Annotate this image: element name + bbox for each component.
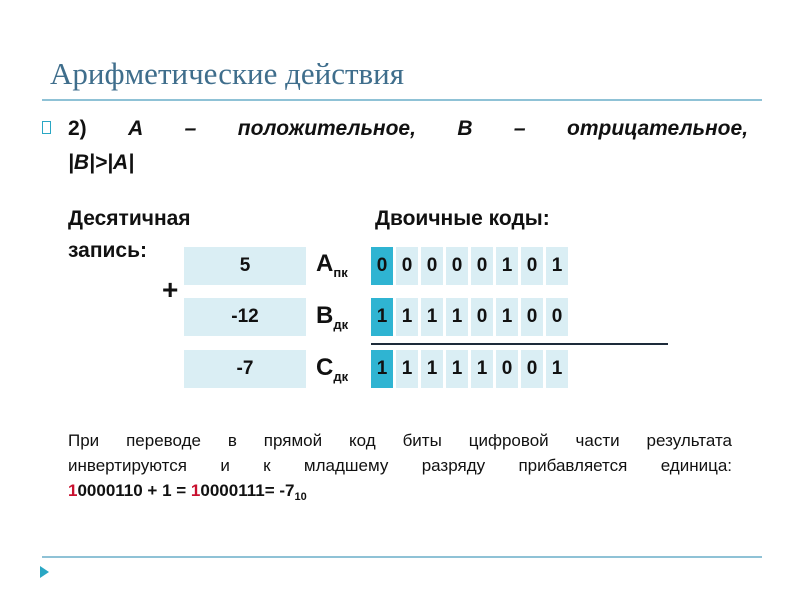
register-a <box>316 250 348 280</box>
bullet-square-icon <box>42 121 51 134</box>
bits-row-a <box>371 247 568 285</box>
heading-b-text: отрицательное, <box>567 117 749 140</box>
heading-line-1 <box>68 112 748 145</box>
bit-cell: 1 <box>421 350 443 388</box>
bit-cell: 1 <box>446 298 468 336</box>
eq-subscript: 10 <box>294 491 307 503</box>
register-c-letter: C <box>316 354 334 381</box>
bit-cell: 0 <box>521 298 543 336</box>
heading-a-text: положительное, <box>237 117 416 140</box>
bit-cell: 0 <box>396 247 418 285</box>
note-equation <box>68 478 732 510</box>
heading-condition: |B|>|A| <box>68 151 135 174</box>
bit-cell: 1 <box>396 298 418 336</box>
heading-b-letter: B <box>457 117 473 140</box>
explanation-note <box>68 428 732 510</box>
binary-label: Двоичные коды: <box>375 207 550 230</box>
decimal-value-c: -7 <box>184 350 306 388</box>
bit-cell: 0 <box>496 350 518 388</box>
register-a-letter: A <box>316 250 334 277</box>
heading-dash-1: – <box>184 117 197 140</box>
bit-cell: 1 <box>546 350 568 388</box>
sum-underline <box>371 343 668 345</box>
eq-red-digit-2: 1 <box>190 481 201 500</box>
heading-a-letter: A <box>128 117 144 140</box>
bits-row-c <box>371 350 568 388</box>
register-b-letter: B <box>316 302 334 329</box>
decimal-label-line2: запись: <box>68 239 148 262</box>
bit-cell: 1 <box>496 247 518 285</box>
heading-number: 2) <box>68 117 87 140</box>
bit-cell: 0 <box>371 247 393 285</box>
register-a-sub: пк <box>333 265 348 280</box>
heading-dash-2: – <box>513 117 526 140</box>
register-b <box>316 302 348 332</box>
next-slide-arrow-icon[interactable] <box>40 566 49 578</box>
register-b-sub: дк <box>333 317 349 332</box>
bit-cell: 0 <box>471 298 493 336</box>
decimal-label-line1: Десятичная <box>68 207 191 230</box>
decimal-value-b: -12 <box>184 298 306 336</box>
bit-cell: 1 <box>471 350 493 388</box>
bit-cell: 0 <box>421 247 443 285</box>
title-divider <box>42 99 762 101</box>
bottom-divider <box>42 556 762 558</box>
bit-cell: 0 <box>446 247 468 285</box>
eq-part-2: 0000111= -7 <box>200 481 295 500</box>
bit-cell: 0 <box>521 350 543 388</box>
bit-cell: 1 <box>371 298 393 336</box>
register-c <box>316 354 348 384</box>
bits-row-b <box>371 298 568 336</box>
bit-cell: 1 <box>396 350 418 388</box>
bit-cell: 0 <box>471 247 493 285</box>
bit-cell: 1 <box>496 298 518 336</box>
bit-cell: 1 <box>371 350 393 388</box>
register-c-sub: дк <box>333 369 349 384</box>
bit-cell: 0 <box>546 298 568 336</box>
slide-title: Арифметические действия <box>50 56 405 91</box>
plus-sign: + <box>162 274 179 305</box>
bit-cell: 1 <box>421 298 443 336</box>
decimal-value-a: 5 <box>184 247 306 285</box>
bit-cell: 0 <box>521 247 543 285</box>
bit-cell: 1 <box>546 247 568 285</box>
eq-part-1: 0000110 + 1 = <box>77 481 191 500</box>
eq-red-digit-1: 1 <box>68 481 78 500</box>
note-line-1: При переводе в прямой код биты цифровой части результата <box>68 431 732 450</box>
bit-cell: 1 <box>446 350 468 388</box>
note-line-2: инвертируются и к младшему разряду прибавляется единица: <box>68 456 732 475</box>
